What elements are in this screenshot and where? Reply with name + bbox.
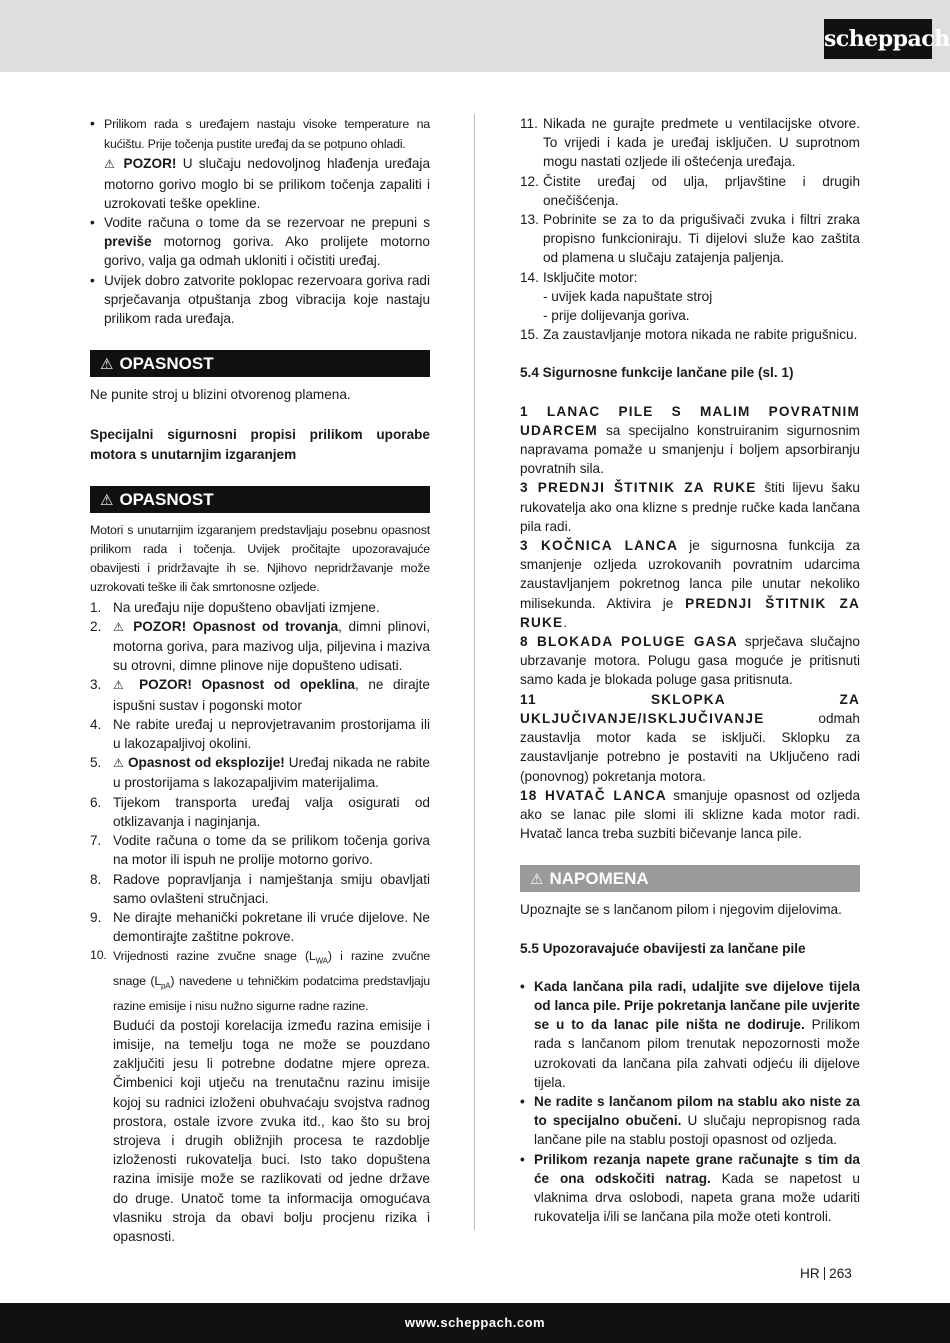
list-item: 11. Nikada ne gurajte predmete u ventilacijske otvore. To vrijedi i kada je uređaj isključen. U suprotnom mogu nastati ozljede ili oštećenja uređaja. [520,116,860,170]
feature-paragraph: 1 LANAC PILE S MALIM POVRATNIM UDARCEM sa specijalno konstruiranim sigurnosnim napravama pomaže u smanjenju i boljem apsorbiranju povratnih sila. [520,403,860,477]
list-item: 5. ⚠ Opasnost od eksplozije! Uređaj nikada ne rabite u prostorijama s lakozapaljivim materijalima. [90,755,430,791]
list-item: • Uvijek dobro zatvorite poklopac rezervoara goriva radi sprječavanja otpuštanja zbog vibracija koje nastaju prilikom rada uređaja. [90,271,430,329]
list-item: 4. Ne rabite uređaj u neprovjetravanim prostorijama ili u lakozapaljivoj okolini. [90,716,430,752]
list-item: 13. Pobrinite se za to da prigušivači zvuka i filtri zraka propisno funkcioniraju. Ti dijelovi služe kao zaštita od plamena u slučaju zatajenja paljenja. [520,212,860,266]
warning-triangle-icon: ⚠ [100,356,114,374]
list-item: • Prilikom rezanja napete grane računajte s tim da će ona odskočiti natrag. Kada se napetost u vlaknima drva oslobodi, napeta grana može udariti rukovatelja i/ili se lančana pila može oteti kontroli. [520,1150,860,1227]
feature-paragraph: 18 HVATAČ LANCA smanjuje opasnost od ozljeda ako se lanac pile slomi ili sklizne kada motor radi. Hvatač lanca treba suzbiti bičevanje lanca pile. [520,787,860,842]
warning-triangle-icon: ⚠ [113,756,124,771]
list-item: • Kada lančana pila radi, udaljite sve dijelove tijela od lanca pile. Prije pokretanja lančane pile uvjerite se u to da lanac pile ništa ne dodiruje. Prilikom rada s lančanom pilom trenutak nepozornosti može uzrokovati da lančana pila zahvati odjeću ili dijelove tijela. [520,977,860,1092]
list-item: 3. ⚠ POZOR! Opasnost od opeklina, ne dirajte ispušni sustav i pogonski motor [90,677,430,713]
list-item: 14. Isključite motor: - uvijek kada napuštate stroj - prije dolijevanja goriva. [520,269,713,324]
footer-bar [0,1303,950,1343]
noise-level-text: Vrijednosti razine zvučne snage $(L_{WA})$ i razine zvučne snage $(L_{pA})$ navedene u tehničkim podatcima predstavljaju razine emisije i nisu nužno sigurne radne razine. [113,949,430,1013]
feature-paragraph: 3 PREDNJI ŠTITNIK ZA RUKE štiti lijevu šaku rukovatelja ako ona klizne s prednje ručke kada lančana pila radi. [520,480,860,534]
safety-list-continued [520,114,860,344]
left-column [90,114,430,1246]
page-divider [824,1267,826,1280]
list-item: • Vodite računa o tome da se rezervoar ne prepuni s previše motornog goriva. Ako prolijete motorno gorivo, valja ga odmah ukloniti i očistiti uređaj. [90,213,430,271]
danger-intro-text: Motori s unutarnjim izgaranjem predstavljaju posebnu opasnost prilikom rada i točenja. Uvijek pročitajte upozoravajuće obavijesti i pridržavajte ih se. Njihovo nepridržavanje može uzrokovati teške ili čak smrtonosne ozljede. [90,522,430,595]
feature-paragraph: 8 BLOKADA POLUGE GASA sprječava slučajno ubrzavanje motora. Polugu gasa moguće je pritisnuti samo kada je blokada poluge gasa pritisnuta. [520,634,860,688]
list-item: 15. Za zaustavljanje motora nikada ne rabite prigušnicu. [520,327,858,343]
section-heading: 5.5 Upozoravajuće obavijesti za lančane pile [520,940,806,956]
danger-text: Ne punite stroj u blizini otvorenog plamena. [90,387,351,403]
list-item: 7. Vodite računa o tome da se prilikom točenja goriva na motor ili ispuh ne prolije motorno gorivo. [90,833,430,868]
feature-paragraph: 11 SKLOPKA ZA UKLJUČIVANJE/ISKLJUČIVANJE odmah zaustavlja motor kada se isključi. Sklopku za zaustavljanje potrebno je postaviti na Uključeno radi (ponovnog) pokretanja motora. [520,691,860,784]
warning-triangle-icon: ⚠ [113,678,130,693]
warning-triangle-icon: ⚠ [100,491,114,509]
section-heading: 5.4 Sigurnosne funkcije lančane pile (sl. 1) [520,365,794,381]
right-column [520,114,860,1226]
chainsaw-warnings [520,977,860,1227]
list-item: 10. Vrijednosti razine zvučne snage $(L_{WA})$ i razine zvučne snage $(L_{pA})$ navedene u tehničkim podatcima predstavljaju razine emisije i nisu nužno sigurne radne razine. Budući da postoji korelacija između razina emisije i imisije, na temelju toga ne može se pouzdano zaključiti jesu li potrebne dodatne mjere opreza. Čimbenici koji utječu na trenutačnu razinu imisije kojoj su radnici izloženi obuhvaćaju svojstva radnog prostora, ostale izvore zvuka itd., kao što su broj strojeva i drugih obližnjih procesa te razdoblje izloženosti rukovatelja buci. Isto tako dopuštena razina imisije može se razlikovati od jedne države do druge. Unatoč tome ta informacija omogućava vlasniku stroja da obavi bolju procjenu rizika i opasnosti. [90,948,430,1245]
list-item: 6. Tijekom transporta uređaj valja osigurati od otklizavanja i naginjanja. [90,794,430,829]
list-item: • Prilikom rada s uređajem nastaju visoke temperature na kućištu. Prije točenja pustite uređaj da se potpuno ohladi. ⚠ POZOR! U slučaju nedovoljnog hlađenja uređaja motorno gorivo moglo bi se prilikom točenja zapaliti i uzrokovati teške opekline. [90,114,430,213]
intro-bullets [90,114,430,328]
safety-list [90,598,430,1247]
scheppach-logo: scheppach [824,19,932,59]
warning-triangle-icon: ⚠ [104,157,118,172]
feature-paragraph: 3 KOČNICA LANCA je sigurnosna funkcija za smanjenje ozljeda uzrokovanih povratnim udarcima zaustavljanjem pokretnog lanca pile unutar nekoliko milisekunda. Aktivira je PREDNJI ŠTITNIK ZA RUKE. [520,538,860,630]
header-bar [0,0,950,72]
list-item: • Ne radite s lančanom pilom na stablu ako niste za to specijalno obučeni. U slučaju nepropisnog rada lančane pile na stablu postoji opasnost od ozljeda. [520,1092,860,1150]
list-item: 1. Na uređaju nije dopušteno obavljati izmjene. [90,599,380,615]
list-item: 2. ⚠ POZOR! Opasnost od trovanja, dimni plinovi, motorna goriva, para mazivog ulja, piljevina i maziva su otrovni, dimne plinove nije dopušteno udisati. [90,618,430,674]
website-link[interactable]: www.scheppach.com [404,1315,546,1330]
page-number: HR 263 [800,1266,852,1281]
warning-triangle-icon: ⚠ [113,619,127,634]
list-item: 12. Čistite uređaj od ulja, prljavštine i drugih onečišćenja. [520,173,860,208]
list-item: 8. Radove popravljanja i namještanja smiju obavljati samo ovlašteni stručnjaci. [90,871,430,906]
note-banner: ⚠ NAPOMENA [520,865,860,892]
note-text: Upoznajte se s lančanom pilom i njegovim dijelovima. [520,902,842,918]
section-heading: Specijalni sigurnosni propisi prilikom uporabe motora s unutarnjim izgaranjem [90,427,430,462]
column-divider [474,114,475,1230]
list-item: 9. Ne dirajte mehanički pokretane ili vruće dijelove. Ne demontirajte zaštitne pokrove. [90,909,430,945]
warning-triangle-icon: ⚠ [530,871,544,889]
danger-banner: ⚠ OPASNOST [90,350,430,377]
danger-banner: ⚠ OPASNOST [90,486,430,513]
